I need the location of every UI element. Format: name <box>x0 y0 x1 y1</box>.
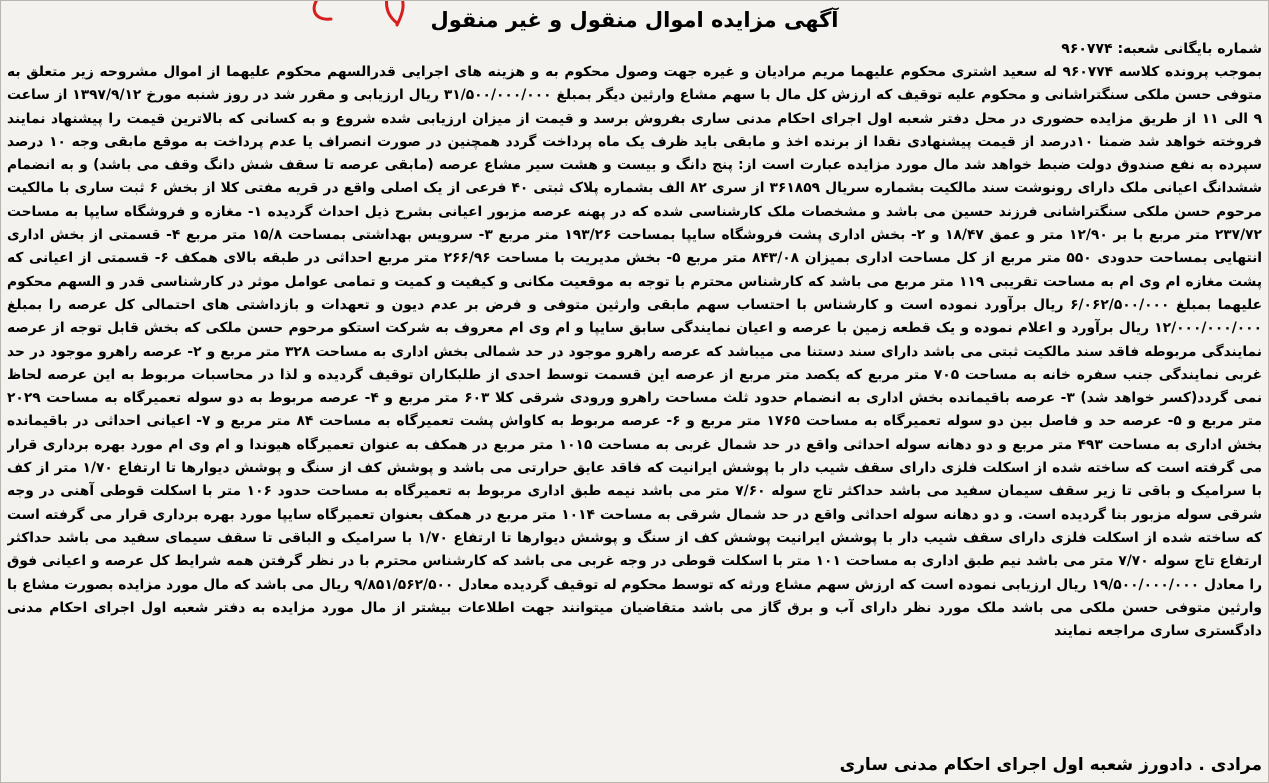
signature-line: مرادی . دادورز شعبه اول اجرای احکام مدنی ساری <box>839 755 1262 775</box>
notice-body: بموجب پرونده کلاسه ۹۶۰۷۷۴ له سعید اشتری محکوم علیهما مریم مرادیان و غیره جهت وصول محکوم به و هزینه های اجرایی قدرالسهم محکوم علیهما از اموال مشروحه زیر متعلق به متوفی حسن ملکی سنگتراشانی و محکوم علیه توقیف که ارزش کل مال با سهم مشاع وارثین دیگر بمبلغ ۳۱/۵۰۰/۰۰۰/۰۰۰ ریال ارزیابی و مقرر شد در روز شنبه مورخ ۱۳۹۷/۹/۱۲ از ساعت ۹ الی ۱۱ از طریق مزایده حضوری در محل دفتر شعبه اول اجرای احکام مدنی ساری بفروش برسد و قیمت از میزان ارزیابی شده شروع و به کسانی که بالاترین قیمت را پیشنهاد نمایند فروخته خواهد شد ضمنا ۱۰درصد از قیمت پیشنهادی نقدا از برنده اخذ و مابقی باید ظرف یک ماه پرداخت گردد همچنین در صورت انصراف یا عدم پرداخت به موقع مابقی وجه ۱۰ درصد سپرده به نفع صندوق دولت ضبط خواهد شد مال مورد مزایده عبارت است از: پنج دانگ و بیست و هشت سیر مشاع عرصه (مابقی عرصه تا سقف شش دانگ وقف می باشد) و به انضمام ششدانگ اعیانی ملک دارای رونوشت سند مالکیت بشماره سریال ۳۶۱۸۵۹ از سری ۸۲ الف بشماره پلاک ثبتی ۴۰ فرعی از یک اصلی واقع در قریه مفتی کلا از بخش ۶ ثبت ساری با مالکیت مرحوم حسن ملکی سنگتراشانی فرزند حسین می باشد و مشخصات ملک کارشناسی شده که در پهنه عرصه مزبور اعیانی بشرح ذیل احداث گردیده ۱- مغازه و فروشگاه سایپا به مساحت ۲۳۷/۷۲ متر مربع با بر ۱۲/۹۰ متر و عمق ۱۸/۴۷ و ۲- بخش اداری پشت فروشگاه سایپا بمساحت ۱۹۳/۲۶ متر مربع ۳- سرویس بهداشتی بمساحت ۱۵/۸ متر مربع ۴- قسمتی از بخش اداری انتهایی بمساحت حدودی ۵۵۰ متر مربع از کل مساحت اداری بمیزان ۸۴۳/۰۸ متر مربع ۵- بخش مدیریت با مساحت ۲۶۶/۹۶ متر مربع احداثی در طبقه بالای همکف ۶- قسمتی از اعیانی که پشت مغازه ام وی ام به مساحت تقریبی ۱۱۹ متر مربع می باشد که کارشناس محترم با توجه به موقعیت مکانی و کیفیت و کمیت و تمامی عوامل موثر در کارشناسی قدر و السهم محکوم علیهما بمبلغ ۶/۰۶۲/۵۰۰/۰۰۰ ریال برآورد نموده است و کارشناس با احتساب سهم مابقی وارثین متوفی و فرض بر عدم دیون و تعهدات و بازداشتی های احتمالی کل عرصه را بمبلغ ۱۲/۰۰۰/۰۰۰/۰۰۰ ریال برآورد و اعلام نموده و یک قطعه زمین با عرصه و اعیان نمایندگی سابق سایپا و ام وی ام معروف به شرکت استکو مرحوم حسن ملکی که بخش قابل توجه از عرصه نمایندگی مربوطه فاقد سند مالکیت ثبتی می باشد دارای سند دستنا می میباشد که عرصه راهرو موجود در حد شمالی بخش اداری به مساحت ۳۲۸ متر مربع و ۲- عرصه راهرو موجود در حد غربی نمایندگی جنب سفره خانه به مساحت ۷۰۵ متر مربع که یکصد متر مربع از عرصه این قسمت توسط احدی از طلبکاران توقیف گردیده و لذا در محاسبات مربوط به این عرصه لحاظ نمی گردد(کسر خواهد شد) ۳- عرصه باقیمانده بخش اداری به انضمام حدود ثلث مساحت راهرو ورودی شرقی کلا ۶۰۳ متر مربع و ۴- عرصه مربوط به دو سوله تعمیرگاه به مساحت ۲۰۲۹ متر مربع و ۵- عرصه حد و فاصل بین دو سوله تعمیرگاه به مساحت ۱۷۶۵ متر مربع و ۶- عرصه مربوط به کاواش پشت تعمیرگاه به مساحت ۸۴ متر مربع و ۷- اعیانی احداثی در باقیمانده بخش اداری به مساحت ۴۹۳ متر مربع و دو دهانه سوله احداثی واقع در حد شمال غربی به مساحت ۱۰۱۵ متر مربع در همکف به عنوان تعمیرگاه هیوندا و ام وی ام مورد بهره برداری قرار می گرفته است که ساخته شده از اسکلت فلزی دارای سقف شیب دار با پوشش ایرانیت که فاقد عایق حرارتی می باشد و پوشش کف از سنگ و پوشش دیوارها تا ارتفاع ۱/۷۰ متر از کف با سرامیک و باقی تا زیر سقف سیمان سفید می باشد حداکثر تاج سوله ۷/۶۰ متر می باشد نیمه طبق اداری مربوط به تعمیرگاه به مساحت حدود ۱۰۶ متر با اسکلت قوطی آهنی در وجه شرقی سوله مزبور بنا گردیده است. و دو دهانه سوله احداثی واقع در حد شمال شرقی به مساحت ۱۰۱۴ متر مربع در همکف بعنوان تعمیرگاه سایپا مورد بهره برداری قرار می گرفته است که ساخته شده از اسکلت فلزی دارای سقف شیب دار با پوشش ایرانیت پوشش کف از سنگ و پوشش دیوارها تا ارتفاع ۱/۷۰ با سرامیک و الباقی تا سقف سیمای سفید می باشد حداکثر ارتفاع تاج سوله ۷/۷۰ متر می باشد نیم طبق اداری به مساحت ۱۰۱ متر با اسکلت قوطی در وجه غربی می باشد که کارشناس محترم با در نظر گرفتن همه شرایط کل عرصه و اعیانی فوق را معادل ۱۹/۵۰۰/۰۰۰/۰۰۰ ریال ارزیابی نموده است که ارزش سهم مشاع ورثه که توسط محکوم له توقیف گردیده معادل ۹/۸۵۱/۵۶۲/۵۰۰ ریال می باشد که مال مورد مزایده بصورت مشاع با وارثین متوفی حسن ملکی می باشد ملک مورد نظر دارای آب و برق گاز می باشد متقاضیان میتوانند جهت اطلاعات بیشتر از مال مورد مزایده به دفتر شعبه اول اجرای احکام مدنی دادگستری ساری مراجعه نمایند <box>7 64 1262 640</box>
notice-title: آگهی مزایده اموال منقول و غیر منقول <box>430 8 839 32</box>
archive-number: شماره بایگانی شعبه: ۹۶۰۷۷۴ <box>1061 41 1262 57</box>
